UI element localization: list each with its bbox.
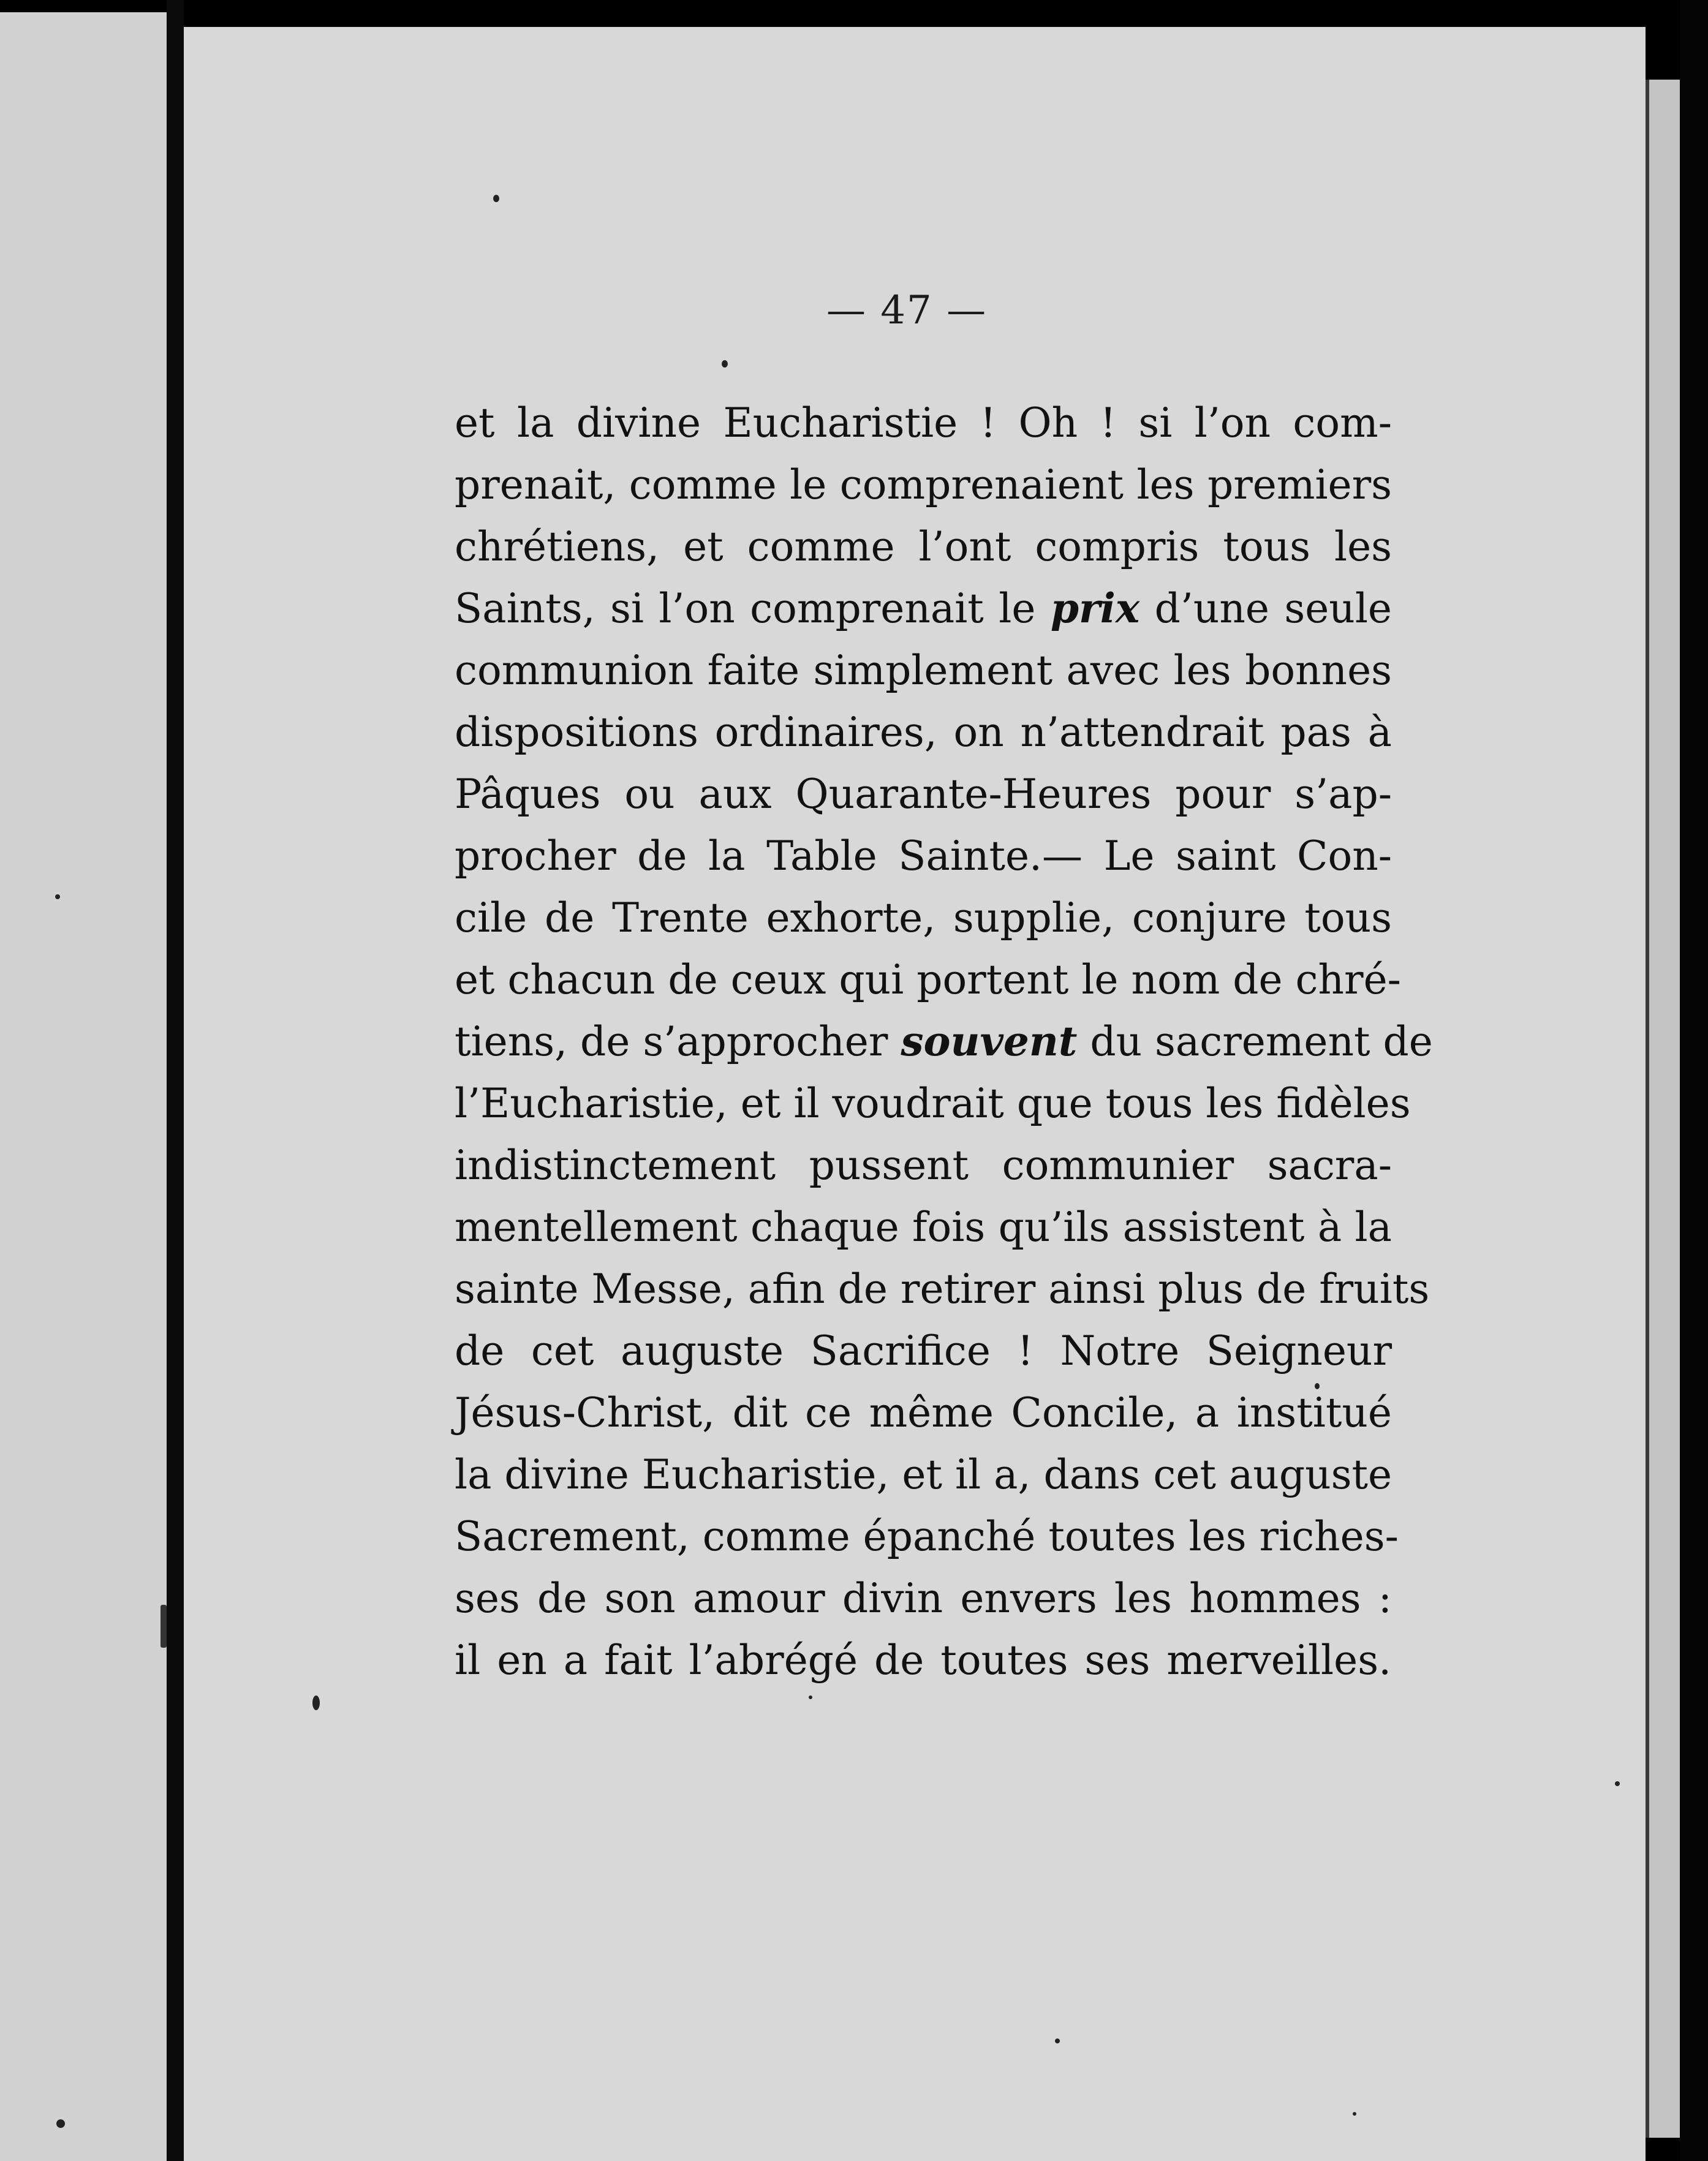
text-line <box>455 1382 1392 1444</box>
text-segment: et la divine Eucharistie ! Oh ! si l’on com- <box>455 399 1392 447</box>
dust-speck <box>55 894 60 899</box>
text-line <box>455 949 1401 1011</box>
text-segment: chrétiens, et comme l’ont compris tous les <box>455 523 1392 570</box>
text-line <box>455 1629 1392 1691</box>
text-segment: procher de la Table Sainte.— Le saint Con- <box>455 832 1392 880</box>
text-segment: indistinctement pussent communier sacra- <box>455 1142 1392 1189</box>
text-line <box>455 701 1392 763</box>
text-segment: Jésus-Christ, dit ce même Concile, a institué <box>455 1389 1392 1436</box>
text-line <box>455 763 1392 825</box>
dust-speck <box>1615 1781 1620 1786</box>
text-segment: prenait, comme le comprenaient les premiers <box>455 461 1392 508</box>
text-line <box>455 1320 1392 1382</box>
text-segment: et chacun de ceux qui portent le nom de chré- <box>455 956 1401 1003</box>
dust-speck <box>1055 2038 1060 2043</box>
italic-emphasis: souvent <box>901 1017 1078 1065</box>
page-number: — 47 — <box>826 288 988 333</box>
text-line <box>455 1196 1392 1258</box>
text-line <box>455 825 1392 887</box>
text-line <box>455 1567 1392 1629</box>
text-line <box>455 454 1392 516</box>
dust-speck <box>1315 1383 1320 1389</box>
text-segment: la divine Eucharistie, et il a, dans cet auguste <box>455 1451 1392 1498</box>
text-line <box>455 1073 1411 1134</box>
text-segment: du sacrement de <box>1077 1018 1433 1065</box>
text-segment: sainte Messe, afin de retirer ainsi plus de fruits <box>455 1265 1430 1313</box>
text-line <box>455 887 1392 949</box>
book-gutter <box>167 0 184 2161</box>
italic-emphasis: prix <box>1050 584 1140 632</box>
text-line <box>455 516 1392 578</box>
dust-speck <box>312 1695 320 1710</box>
text-line <box>455 1011 1433 1073</box>
text-segment: dispositions ordinaires, on n’attendrait pas à <box>455 709 1392 756</box>
text-line <box>455 1444 1392 1506</box>
text-line <box>455 1506 1399 1567</box>
text-line <box>455 1134 1392 1196</box>
text-line <box>455 578 1392 639</box>
text-segment: Pâques ou aux Quarante-Heures pour s’ap- <box>455 771 1392 818</box>
dust-speck <box>1353 2112 1356 2116</box>
scan-border <box>1680 0 1708 2161</box>
text-segment: ses de son amour divin envers les hommes : <box>455 1575 1392 1622</box>
text-segment: de cet auguste Sacrifice ! Notre Seigneur <box>455 1327 1392 1375</box>
text-segment: cile de Trente exhorte, supplie, conjure tous <box>455 894 1392 941</box>
dust-speck <box>161 1605 167 1648</box>
text-segment: mentellement chaque fois qu’ils assistent à la <box>455 1204 1392 1251</box>
text-line <box>455 392 1392 454</box>
adjacent-page-edge <box>0 12 167 2161</box>
dust-speck <box>56 2119 65 2128</box>
text-line <box>455 1258 1430 1320</box>
text-segment: Sacrement, comme épanché toutes les riches- <box>455 1513 1399 1560</box>
text-segment: tiens, de s’approcher <box>455 1018 901 1065</box>
body-text <box>455 392 1433 1691</box>
text-segment: il en a fait l’abrégé de toutes ses merveilles. <box>455 1637 1392 1684</box>
page-stack-edge <box>1646 80 1683 2138</box>
text-segment: Saints, si l’on comprenait le <box>455 585 1051 632</box>
text-segment: communion faite simplement avec les bonnes <box>455 647 1392 694</box>
text-line <box>455 639 1392 701</box>
dust-speck <box>809 1695 812 1699</box>
text-segment: l’Eucharistie, et il voudrait que tous les fidèles <box>455 1080 1411 1127</box>
dust-speck <box>493 195 499 202</box>
dust-speck <box>722 360 728 368</box>
text-segment: d’une seule <box>1139 585 1392 632</box>
